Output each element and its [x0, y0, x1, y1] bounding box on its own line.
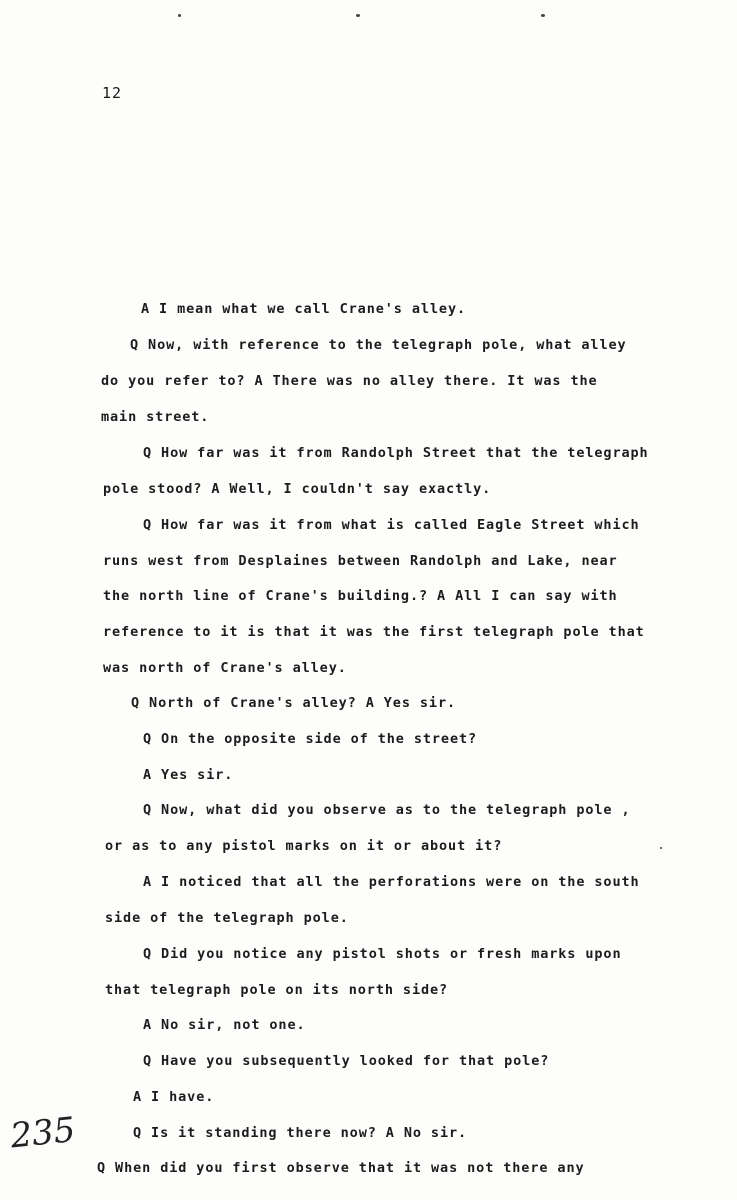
transcript-line: A No sir, not one.	[143, 1017, 306, 1033]
transcript-line: do you refer to? A There was no alley there. It was the	[101, 373, 598, 389]
transcript-line: or as to any pistol marks on it or about it?	[105, 838, 503, 854]
scan-speck	[541, 14, 545, 17]
scan-speck	[660, 847, 662, 849]
transcript-line: A I mean what we call Crane's alley.	[141, 301, 466, 317]
transcript-line: A I noticed that all the perforations were on the south	[143, 874, 640, 890]
transcript-line: Q Did you notice any pistol shots or fresh marks upon	[143, 946, 622, 962]
margin-annotation-text: 235	[8, 1109, 78, 1156]
transcript-line: reference to it is that it was the first telegraph pole that	[103, 624, 645, 640]
transcript-line: main street.	[101, 409, 210, 425]
transcript-line: runs west from Desplaines between Randolph and Lake, near	[103, 553, 618, 569]
transcript-line: the north line of Crane's building.? A All I can say with	[103, 588, 618, 604]
transcript-line: was north of Crane's alley.	[103, 660, 347, 676]
transcript-line: Q How far was it from Randolph Street that the telegraph	[143, 445, 649, 461]
transcript-line: A Yes sir.	[143, 767, 234, 783]
scan-speck	[356, 14, 360, 17]
transcript-line: Q When did you first observe that it was not there any	[97, 1160, 585, 1176]
transcript-line: side of the telegraph pole.	[105, 910, 349, 926]
transcript-line: Q North of Crane's alley? A Yes sir.	[131, 695, 456, 711]
transcript-line: A I have.	[133, 1089, 215, 1105]
handwritten-margin-annotation	[8, 1102, 80, 1156]
transcript-line: Q Now, with reference to the telegraph pole, what alley	[130, 337, 627, 353]
transcript-line: Q Now, what did you observe as to the telegraph pole ,	[143, 802, 631, 818]
transcript-line: Q How far was it from what is called Eagle Street which	[143, 517, 640, 533]
transcript-line: that telegraph pole on its north side?	[105, 982, 449, 998]
page-number: 12	[102, 84, 123, 102]
transcript-line: Q Is it standing there now? A No sir.	[133, 1125, 468, 1141]
transcript-line: Q On the opposite side of the street?	[143, 731, 478, 747]
scan-speck	[178, 14, 181, 17]
transcript-line: Q Have you subsequently looked for that pole?	[143, 1053, 550, 1069]
transcript-line: pole stood? A Well, I couldn't say exactly.	[103, 481, 492, 497]
